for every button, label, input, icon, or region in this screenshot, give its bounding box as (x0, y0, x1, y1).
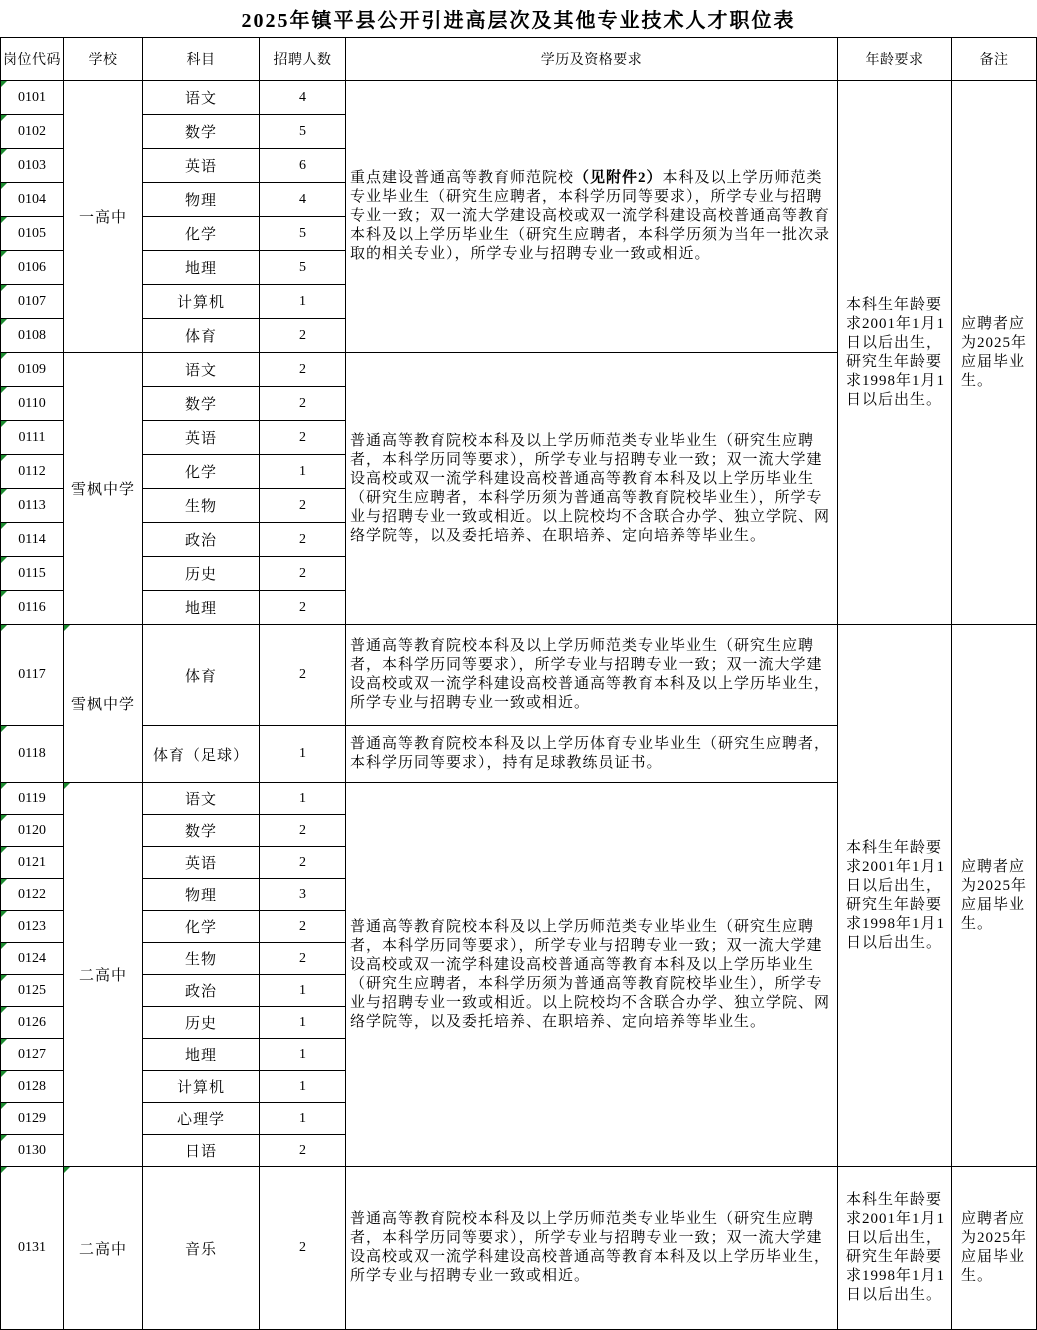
school-cell: 一高中 (64, 81, 143, 353)
headcount-cell: 1 (260, 1007, 346, 1039)
requirement-text-prefix: 重点建设普通高等教育师范院校 (350, 170, 575, 186)
headcount-cell: 2 (260, 387, 346, 421)
headcount-cell: 2 (260, 625, 346, 726)
position-code: 0113 (0, 489, 64, 523)
headcount-cell: 2 (260, 1167, 346, 1330)
position-code: 0117 (0, 625, 64, 726)
requirement-cell (346, 353, 838, 625)
headcount-cell: 2 (260, 815, 346, 847)
headcount-cell: 2 (260, 911, 346, 943)
school-cell: 二高中 (64, 1167, 143, 1330)
subject-cell: 日语 (143, 1135, 260, 1167)
position-code: 0131 (0, 1167, 64, 1330)
position-code: 0129 (0, 1103, 64, 1135)
position-code: 0104 (0, 183, 64, 217)
header-age: 年龄要求 (838, 37, 952, 81)
subject-cell: 计算机 (143, 285, 260, 319)
position-code: 0125 (0, 975, 64, 1007)
requirement-cell (346, 726, 838, 783)
header-subject: 科目 (143, 37, 260, 81)
position-code: 0118 (0, 726, 64, 783)
subject-cell: 计算机 (143, 1071, 260, 1103)
requirement-cell (346, 81, 838, 353)
position-code: 0128 (0, 1071, 64, 1103)
position-code: 0130 (0, 1135, 64, 1167)
requirement-cell (346, 1167, 838, 1330)
subject-cell: 生物 (143, 489, 260, 523)
requirement-cell (346, 625, 838, 726)
subject-cell: 体育（足球） (143, 726, 260, 783)
subject-cell: 历史 (143, 557, 260, 591)
headcount-cell: 3 (260, 879, 346, 911)
position-code: 0115 (0, 557, 64, 591)
age-requirement-cell (838, 81, 952, 625)
position-code: 0116 (0, 591, 64, 625)
headcount-cell: 1 (260, 285, 346, 319)
headcount-cell: 2 (260, 421, 346, 455)
subject-cell: 英语 (143, 149, 260, 183)
requirement-text-emphasis: （见附件2） (574, 170, 663, 186)
headcount-cell: 2 (260, 847, 346, 879)
note-cell (952, 1167, 1037, 1330)
age-requirement-text: 本科生年龄要求2001年1月1日以后出生，研究生年龄要求1998年1月1日以后出生。 (846, 1192, 946, 1303)
headcount-cell: 1 (260, 1039, 346, 1071)
position-code: 0127 (0, 1039, 64, 1071)
position-code: 0121 (0, 847, 64, 879)
headcount-cell: 2 (260, 319, 346, 353)
subject-cell: 体育 (143, 319, 260, 353)
subject-cell: 心理学 (143, 1103, 260, 1135)
subject-cell: 语文 (143, 353, 260, 387)
subject-cell: 数学 (143, 115, 260, 149)
header-code: 岗位代码 (0, 37, 64, 81)
headcount-cell: 5 (260, 115, 346, 149)
position-code: 0109 (0, 353, 64, 387)
subject-cell: 政治 (143, 523, 260, 557)
age-requirement-text: 本科生年龄要求2001年1月1日以后出生，研究生年龄要求1998年1月1日以后出生。 (846, 839, 946, 951)
requirement-cell (346, 783, 838, 1167)
position-code: 0120 (0, 815, 64, 847)
position-code: 0119 (0, 783, 64, 815)
school-cell: 雪枫中学 (64, 353, 143, 625)
subject-cell: 地理 (143, 591, 260, 625)
subject-cell: 音乐 (143, 1167, 260, 1330)
header-school: 学校 (64, 37, 143, 81)
subject-cell: 政治 (143, 975, 260, 1007)
header-count: 招聘人数 (260, 37, 346, 81)
subject-cell: 地理 (143, 251, 260, 285)
position-code: 0123 (0, 911, 64, 943)
position-code: 0101 (0, 81, 64, 115)
headcount-cell: 6 (260, 149, 346, 183)
position-code: 0106 (0, 251, 64, 285)
position-code: 0124 (0, 943, 64, 975)
note-text: 应聘者应为2025年应届毕业生。 (961, 315, 1028, 389)
headcount-cell: 5 (260, 251, 346, 285)
subject-cell: 历史 (143, 1007, 260, 1039)
headcount-cell: 2 (260, 523, 346, 557)
position-code: 0105 (0, 217, 64, 251)
subject-cell: 化学 (143, 217, 260, 251)
subject-cell: 生物 (143, 943, 260, 975)
requirement-text (350, 169, 833, 264)
headcount-cell: 2 (260, 353, 346, 387)
requirement-text: 普通高等教育院校本科及以上学历师范类专业毕业生（研究生应聘者，本科学历同等要求），所学专业与招聘专业一致；双一流大学建设高校或双一流学科建设高校普通高等教育本科及以上学历毕业生，所学专业与招聘专业一致或相近。 (350, 638, 831, 711)
headcount-cell: 4 (260, 81, 346, 115)
position-code: 0122 (0, 879, 64, 911)
requirement-text-suffix: 本科及以上学历师范类专业毕业生（研究生应聘者，本科学历同等要求），所学专业与招聘专业一致；双一流大学建设高校或双一流学科建设高校普通高等教育本科及以上学历毕业生（研究生应聘者，本科学历须为当年一批次录取的相关专业），所学专业与招聘专业一致或相近。 (350, 170, 831, 262)
school-cell: 雪枫中学 (64, 625, 143, 783)
headcount-cell: 2 (260, 1135, 346, 1167)
subject-cell: 体育 (143, 625, 260, 726)
position-code: 0107 (0, 285, 64, 319)
subject-cell: 语文 (143, 783, 260, 815)
header-requirements: 学历及资格要求 (346, 37, 838, 81)
position-code: 0112 (0, 455, 64, 489)
age-requirement-cell (838, 1167, 952, 1330)
note-cell (952, 625, 1037, 1167)
headcount-cell: 4 (260, 183, 346, 217)
position-code: 0110 (0, 387, 64, 421)
subject-cell: 化学 (143, 911, 260, 943)
subject-cell: 地理 (143, 1039, 260, 1071)
age-requirement-text: 本科生年龄要求2001年1月1日以后出生，研究生年龄要求1998年1月1日以后出生。 (846, 296, 946, 408)
subject-cell: 数学 (143, 815, 260, 847)
headcount-cell: 1 (260, 975, 346, 1007)
subject-cell: 英语 (143, 847, 260, 879)
headcount-cell: 1 (260, 1103, 346, 1135)
school-cell: 二高中 (64, 783, 143, 1167)
subject-cell: 物理 (143, 879, 260, 911)
subject-cell: 物理 (143, 183, 260, 217)
requirement-text: 普通高等教育院校本科及以上学历师范类专业毕业生（研究生应聘者，本科学历同等要求），所学专业与招聘专业一致；双一流大学建设高校或双一流学科建设高校普通高等教育本科及以上学历毕业生（研究生应聘者，本科学历须为普通高等教育院校毕业生），所学专业与招聘专业一致或相近。以上院校均不含联合办学、独立学院、网络学院等，以及委托培养、在职培养、定向培养等毕业生。 (350, 432, 831, 544)
header-note: 备注 (952, 37, 1037, 81)
table-title: 2025年镇平县公开引进高层次及其他专业技术人才职位表 (241, 10, 796, 32)
headcount-cell: 1 (260, 726, 346, 783)
position-code: 0103 (0, 149, 64, 183)
headcount-cell: 1 (260, 455, 346, 489)
subject-cell: 数学 (143, 387, 260, 421)
position-code: 0114 (0, 523, 64, 557)
headcount-cell: 2 (260, 489, 346, 523)
headcount-cell: 1 (260, 783, 346, 815)
age-requirement-cell (838, 625, 952, 1167)
position-code: 0102 (0, 115, 64, 149)
note-text: 应聘者应为2025年应届毕业生。 (961, 858, 1028, 932)
headcount-cell: 2 (260, 943, 346, 975)
position-code: 0111 (0, 421, 64, 455)
subject-cell: 语文 (143, 81, 260, 115)
note-cell (952, 81, 1037, 625)
headcount-cell: 2 (260, 591, 346, 625)
requirement-text: 普通高等教育院校本科及以上学历体育专业毕业生（研究生应聘者，本科学历同等要求），持有足球教练员证书。 (350, 736, 831, 771)
headcount-cell: 2 (260, 557, 346, 591)
headcount-cell: 5 (260, 217, 346, 251)
subject-cell: 化学 (143, 455, 260, 489)
note-text: 应聘者应为2025年应届毕业生。 (961, 1211, 1028, 1284)
position-code: 0126 (0, 1007, 64, 1039)
position-code: 0108 (0, 319, 64, 353)
headcount-cell: 1 (260, 1071, 346, 1103)
requirement-text: 普通高等教育院校本科及以上学历师范类专业毕业生（研究生应聘者，本科学历同等要求），所学专业与招聘专业一致；双一流大学建设高校或双一流学科建设高校普通高等教育本科及以上学历毕业生，所学专业与招聘专业一致或相近。 (350, 1211, 831, 1284)
subject-cell: 英语 (143, 421, 260, 455)
requirement-text: 普通高等教育院校本科及以上学历师范类专业毕业生（研究生应聘者，本科学历同等要求），所学专业与招聘专业一致；双一流大学建设高校或双一流学科建设高校普通高等教育本科及以上学历毕业生（研究生应聘者，本科学历须为普通高等教育院校毕业生），所学专业与招聘专业一致或相近。以上院校均不含联合办学、独立学院、网络学院等，以及委托培养、在职培养、定向培养等毕业生。 (350, 918, 831, 1030)
